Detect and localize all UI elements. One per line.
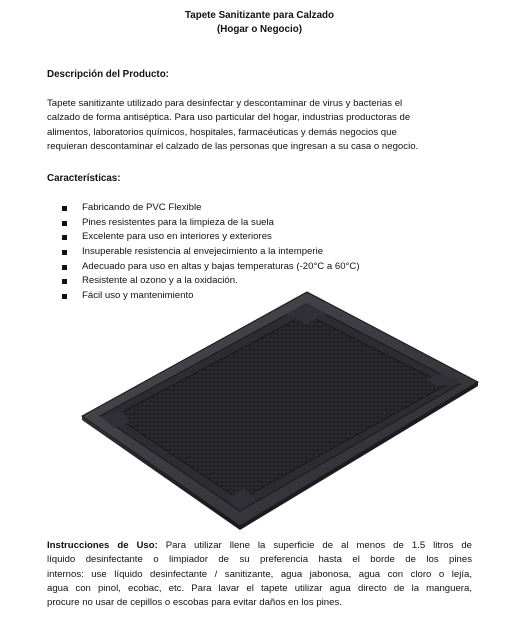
feature-item: [62, 260, 360, 275]
instructions-paragraph: [47, 539, 472, 610]
bullet-icon: [62, 265, 67, 270]
instructions-line: internos: use líquido desinfectante / sanitizante, agua jabonosa, agua con cloro o lejía,: [47, 568, 472, 580]
feature-text: Resistente al ozono y a la oxidación.: [82, 275, 238, 287]
description-line: requieran descontaminar el calzado de las personas que ingresan a su casa o negocio.: [47, 140, 419, 152]
feature-text: Fabricando de PVC Flexible: [82, 202, 202, 213]
feature-text: Excelente para uso en interiores y exteriores: [82, 231, 272, 243]
instructions-line: [47, 539, 472, 553]
bullet-icon: [62, 221, 67, 226]
description-paragraph: [47, 97, 472, 154]
feature-text: Fácil uso y mantenimiento: [82, 290, 194, 302]
bullet-icon: [62, 235, 67, 240]
feature-text: Adecuado para uso en altas y bajas temperaturas (-20°C a 60°C): [82, 260, 360, 272]
feature-item: [62, 216, 360, 231]
features-heading: Características:: [47, 173, 121, 184]
feature-text: Pines resistentes para la limpieza de la suela: [82, 216, 274, 228]
description-line: calzado de forma antiséptica. Para uso particular del hogar, industrias productoras de: [47, 112, 411, 124]
sanitizing-mat-image: [70, 290, 490, 530]
instructions-line: procure no usar de cepillos o escobas para evitar daños en los pines.: [47, 597, 342, 609]
description-line: alimentos, laboratorios químicos, hospitales, farmacéuticas y demás negocios que: [47, 126, 397, 138]
bullet-icon: [62, 206, 67, 211]
document-subtitle: (Hogar o Negocio): [217, 24, 302, 35]
feature-item: [62, 201, 360, 216]
document-title: Tapete Sanitizante para Calzado: [185, 10, 334, 21]
bullet-icon: [62, 279, 67, 284]
description-heading: Descripción del Producto:: [47, 69, 169, 80]
feature-item: [62, 245, 360, 260]
instructions-line: agua con pinol, ecobac, etc. Para lavar el tapete utilizar agua directo de la manguera,: [47, 582, 472, 594]
feature-item: [62, 230, 360, 245]
description-line: Tapete sanitizante utilizado para desinfectar y descontaminar de virus y bacterias el: [47, 98, 403, 109]
feature-item: [62, 274, 360, 289]
bullet-icon: [62, 294, 67, 299]
feature-text: Insuperable resistencia al envejecimiento a la intemperie: [82, 246, 324, 258]
bullet-icon: [62, 250, 67, 255]
instructions-line: líquido desinfectante o limpiador de su preferencia hasta el borde de los pines: [47, 554, 472, 566]
features-list: [62, 201, 360, 304]
instructions-label: Instrucciones de Uso:: [47, 540, 158, 551]
instructions-text: Para utilizar llene la superficie de al menos de 1.5 litros de: [157, 540, 473, 551]
